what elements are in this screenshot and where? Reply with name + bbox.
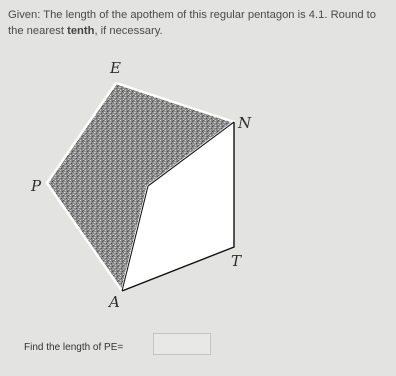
question-bold-word: tenth xyxy=(67,24,95,37)
question-text-part2: , if necessary. xyxy=(94,24,163,37)
vertex-label-a: A xyxy=(109,293,120,311)
vertex-label-t: T xyxy=(231,252,242,270)
vertex-label-n: N xyxy=(238,114,252,132)
answer-prompt: Find the length of PE= xyxy=(24,342,124,353)
question-text-part1: Given: The length of the apothem of this regular pentagon is 4.1. Round to the nearest xyxy=(8,9,376,37)
vertex-label-e: E xyxy=(110,59,121,77)
vertex-label-p: P xyxy=(31,177,42,195)
answer-input[interactable] xyxy=(153,333,211,355)
